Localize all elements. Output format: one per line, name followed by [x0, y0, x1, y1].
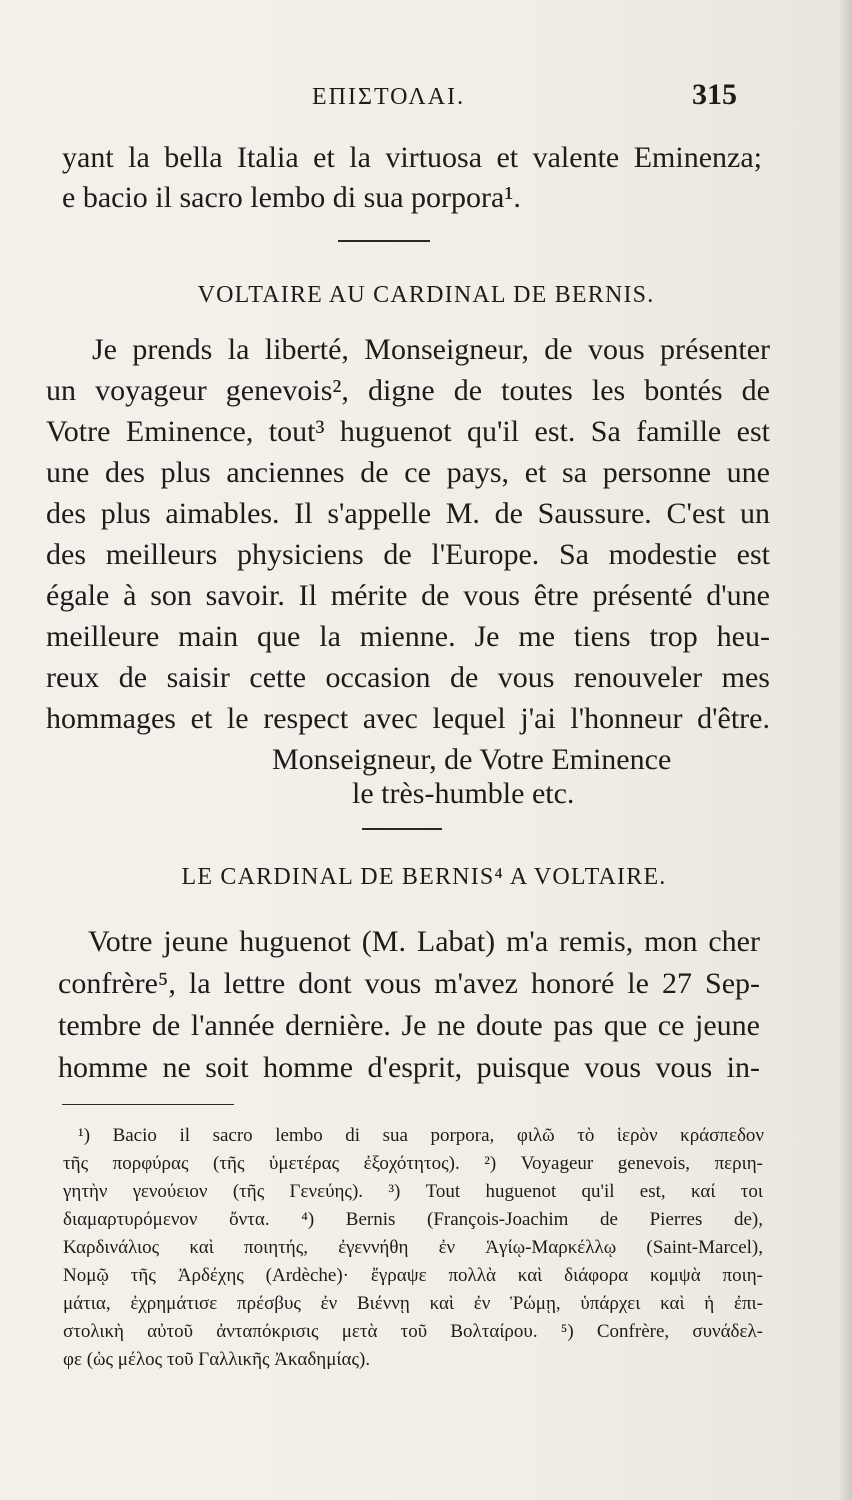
footnote-line: Νομῷ τῆς Ἀρδέχης (Ardèche)· ἔγραψε πολλὰ καὶ διάφορα κομψὰ ποιη-	[63, 1265, 763, 1286]
footnote-line: ¹) Bacio il sacro lembo di sua porpora, φιλῶ τὸ ἱερὸν κράσπεδον	[78, 1125, 764, 1146]
text-line: confrère⁵, la lettre dont vous m'avez honoré le 27 Sep-	[58, 967, 760, 1000]
page-number: 315	[692, 78, 737, 111]
running-head	[0, 78, 852, 124]
footnote-line: στολικὴ αὐτοῦ ἀνταπόκρισις μετὰ τοῦ Βολταίρου. ⁵) Confrère, συνάδελ-	[63, 1321, 763, 1342]
text-line: yant la bella Italia et la virtuosa et valente Eminenza;	[62, 141, 762, 174]
page-edge-shadow	[838, 0, 852, 1500]
closing-line: le très-humble etc.	[352, 777, 575, 810]
text-line: tembre de l'année dernière. Je ne doute pas que ce jeune	[58, 1009, 760, 1042]
text-line: des plus aimables. Il s'appelle M. de Saussure. C'est un	[46, 497, 770, 530]
text-line: meilleure main que la mienne. Je me tiens trop heu-	[46, 620, 770, 653]
section-divider	[362, 828, 442, 830]
text-line: Je prends la liberté, Monseigneur, de vous présenter	[92, 333, 770, 366]
closing-line: Monseigneur, de Votre Eminence	[272, 743, 672, 776]
running-title: ΕΠΙΣΤΟΛΑΙ.	[312, 84, 466, 110]
footnote-line: γητὴν γενούειον (τῆς Γενεύης). ³) Tout huguenot qu'il est, καί τοι	[63, 1181, 763, 1202]
text-line: une des plus anciennes de ce pays, et sa personne une	[46, 456, 770, 489]
text-line: e bacio il sacro lembo di sua porpora¹.	[62, 181, 521, 214]
letter-heading: VOLTAIRE AU CARDINAL DE BERNIS.	[197, 282, 655, 308]
letter-heading: LE CARDINAL DE BERNIS⁴ A VOLTAIRE.	[181, 864, 667, 890]
footnote-line: μάτια, ἐχρημάτισε πρέσβυς ἐν Βιέννῃ καὶ ἐν Ῥώμῃ, ὑπάρχει καὶ ἡ ἐπι-	[63, 1293, 763, 1314]
footnote-line: τῆς πορφύρας (τῆς ὑμετέρας ἐξοχότητος). ²) Voyageur genevois, περιη-	[63, 1153, 763, 1174]
text-line: hommages et le respect avec lequel j'ai l'honneur d'être.	[46, 702, 770, 735]
footnote-separator	[62, 1104, 234, 1105]
footnote-line: διαμαρτυρόμενον ὄντα. ⁴) Bernis (François-Joachim de Pierres de),	[63, 1209, 763, 1230]
text-line: égale à son savoir. Il mérite de vous être présenté d'une	[46, 579, 770, 612]
text-line: Votre jeune huguenot (M. Labat) m'a remis, mon cher	[88, 925, 760, 958]
text-line: un voyageur genevois², digne de toutes les bontés de	[46, 374, 770, 407]
section-divider	[338, 240, 430, 242]
footnote-line: Καρδινάλιος καὶ ποιητής, ἐγεννήθη ἐν Ἁγίῳ-Μαρκέλλῳ (Saint-Marcel),	[63, 1237, 763, 1258]
footnote-line: φε (ὡς μέλος τοῦ Γαλλικῆς Ἀκαδημίας).	[63, 1349, 371, 1370]
text-line: Votre Eminence, tout³ huguenot qu'il est. Sa famille est	[46, 415, 770, 448]
text-line: des meilleurs physiciens de l'Europe. Sa modestie est	[46, 538, 770, 571]
text-line: reux de saisir cette occasion de vous renouveler mes	[46, 661, 770, 694]
text-line: homme ne soit homme d'esprit, puisque vous vous in-	[58, 1051, 760, 1084]
